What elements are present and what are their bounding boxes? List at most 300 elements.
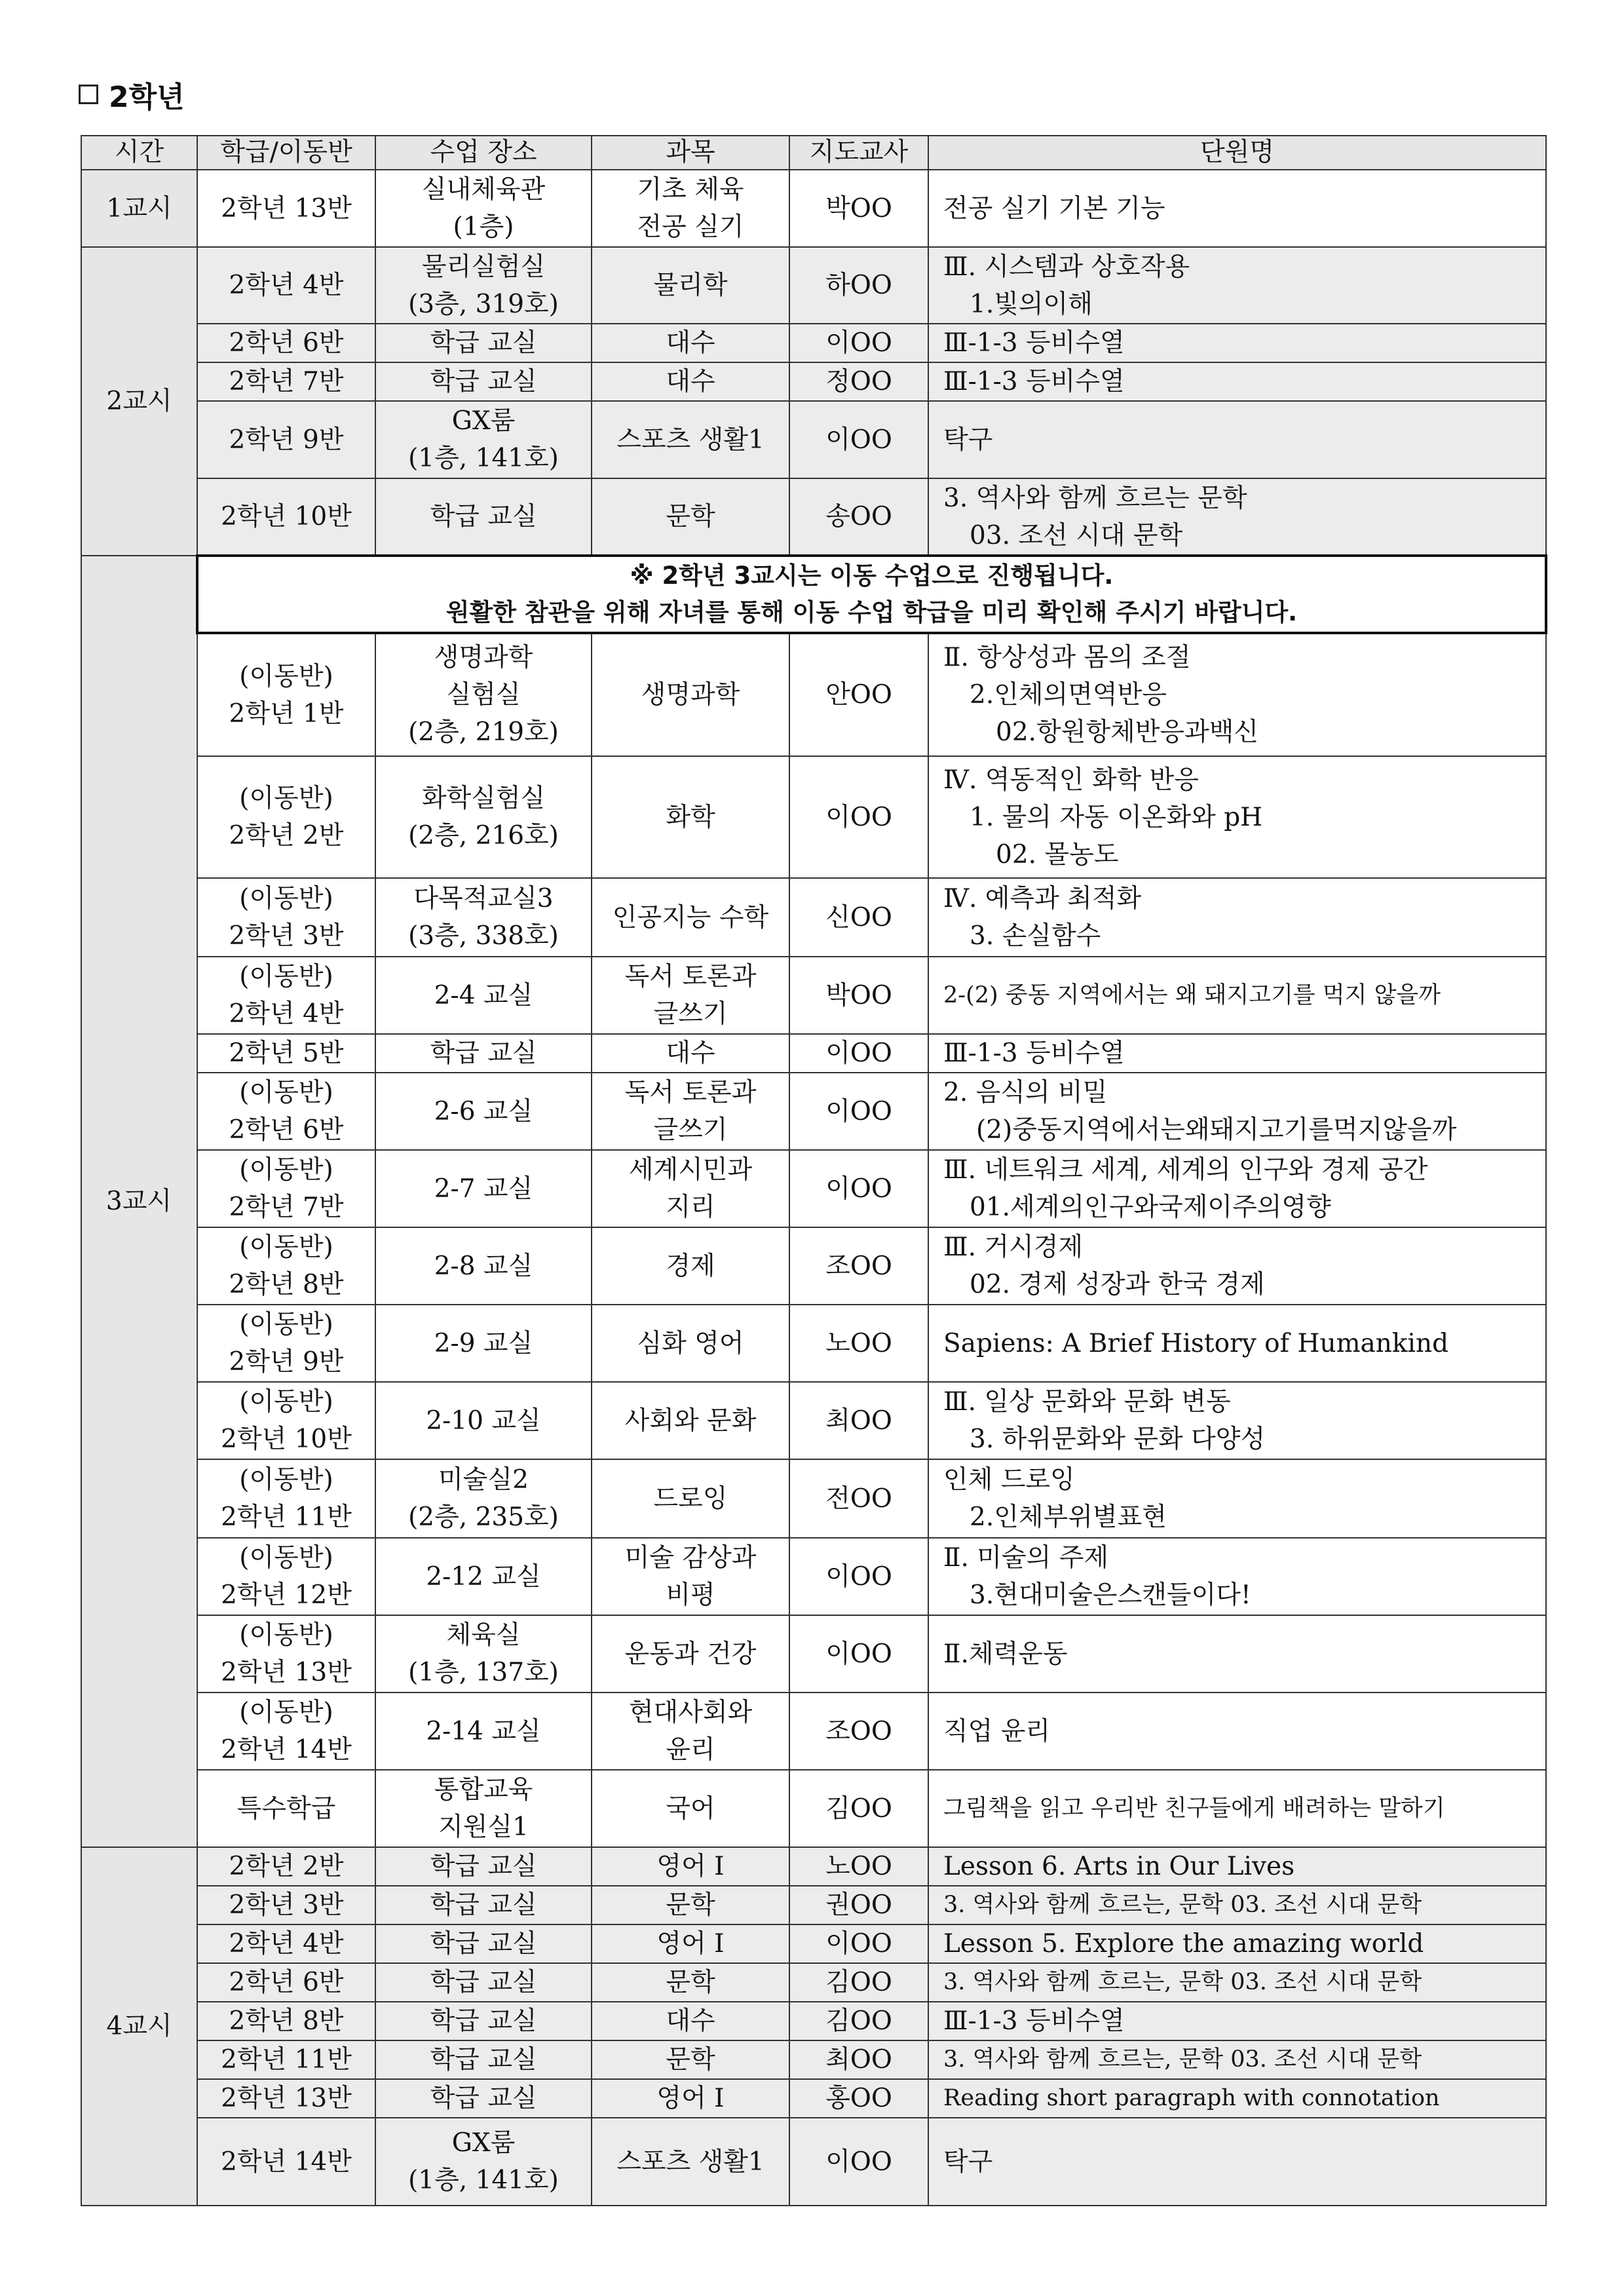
- cell-line: 전공 실기 기본 기능: [943, 193, 1165, 223]
- subject-cell: [592, 1305, 789, 1382]
- cell-line: Reading short paragraph with connotation: [943, 2085, 1440, 2111]
- table-row: [81, 1382, 1546, 1459]
- subject-cell: [592, 2040, 789, 2079]
- place-cell: [375, 1770, 592, 1847]
- cell-line: Lesson 5. Explore the amazing world: [943, 1929, 1424, 1959]
- cell-line: 학급 교실: [430, 1039, 537, 1068]
- teacher-cell: 정OO: [789, 362, 928, 401]
- header-cell: 단원명: [928, 136, 1546, 170]
- cell-line: 학급 교실: [430, 2006, 537, 2036]
- place-cell: [375, 1227, 592, 1305]
- cell-line: Sapiens: A Brief History of Humankind: [943, 1328, 1449, 1358]
- table-row: [81, 2002, 1546, 2040]
- cell-line: 현대사회와: [628, 1698, 753, 1727]
- unit-cell: [928, 1924, 1546, 1963]
- unit-cell: [928, 1459, 1546, 1538]
- table-row: [81, 1227, 1546, 1305]
- teacher-cell: 권OO: [789, 1886, 928, 1924]
- unit-cell: [928, 1615, 1546, 1693]
- cell-line: 대수: [666, 1039, 715, 1068]
- unit-cell: [928, 2040, 1546, 2079]
- class-cell: [197, 1693, 375, 1770]
- cell-line: 문학: [666, 502, 715, 531]
- cell-line: (2층, 216호): [408, 821, 559, 851]
- cell-line: 3. 역사와 함께 흐르는, 문학 03. 조선 시대 문학: [943, 2046, 1422, 2073]
- table-row: [81, 1305, 1546, 1382]
- cell-line: (이동반): [239, 1310, 333, 1339]
- cell-line: (1층, 141호): [408, 2166, 559, 2195]
- teacher-cell: 최OO: [789, 2040, 928, 2079]
- checkbox-square-icon: [79, 85, 98, 104]
- unit-cell: [928, 478, 1546, 556]
- place-cell: [375, 1886, 592, 1924]
- teacher-cell: 김OO: [789, 1770, 928, 1847]
- cell-line: 대수: [666, 367, 715, 396]
- cell-line: 2학년 8반: [229, 1270, 344, 1299]
- class-cell: [197, 1382, 375, 1459]
- cell-line: 2. 음식의 비밀: [943, 1078, 1108, 1107]
- place-cell: [375, 478, 592, 556]
- cell-line: 경제: [666, 1251, 715, 1281]
- class-cell: [197, 1227, 375, 1305]
- class-cell: [197, 1847, 375, 1886]
- unit-cell: [928, 957, 1546, 1034]
- cell-line: 2학년 12반: [221, 1580, 352, 1610]
- cell-line: 2-12 교실: [426, 1561, 541, 1592]
- subject-cell: [592, 2079, 789, 2118]
- unit-cell: [928, 1770, 1546, 1847]
- unit-cell: [928, 1150, 1546, 1227]
- place-cell: [375, 1847, 592, 1886]
- class-cell: [197, 756, 375, 878]
- cell-line: 2학년 13반: [221, 2084, 352, 2113]
- teacher-cell: 하OO: [789, 247, 928, 324]
- class-cell: [197, 401, 375, 478]
- cell-line: 탁구: [943, 2147, 993, 2177]
- cell-line: (2)중동지역에서는왜돼지고기를먹지않을까: [976, 1115, 1457, 1145]
- teacher-cell: 이OO: [789, 2118, 928, 2206]
- table-row: [81, 1847, 1546, 1886]
- subject-cell: [592, 247, 789, 324]
- teacher-cell: 이OO: [789, 401, 928, 478]
- cell-line: 화학실험실: [421, 784, 546, 813]
- cell-line: 2-7 교실: [434, 1174, 533, 1204]
- place-cell: [375, 1693, 592, 1770]
- place-cell: [375, 1073, 592, 1150]
- subject-cell: [592, 1073, 789, 1150]
- subject-cell: [592, 1227, 789, 1305]
- class-cell: [197, 2040, 375, 2079]
- cell-line: 03. 조선 시대 문학: [970, 520, 1183, 550]
- cell-line: (이동반): [239, 1543, 333, 1573]
- subject-cell: [592, 478, 789, 556]
- cell-line: 문학: [666, 2045, 715, 2075]
- table-row: [81, 1615, 1546, 1693]
- table-row: [81, 1034, 1546, 1073]
- cell-line: 직업 윤리: [943, 1716, 1051, 1746]
- unit-cell: [928, 170, 1546, 247]
- class-cell: [197, 1924, 375, 1963]
- cell-line: 2학년 2반: [229, 1852, 344, 1881]
- table-row: [81, 1886, 1546, 1924]
- table-row: [81, 401, 1546, 478]
- cell-line: (이동반): [239, 1078, 333, 1107]
- cell-line: Ⅲ. 네트워크 세계, 세계의 인구와 경제 공간: [943, 1155, 1428, 1185]
- class-cell: [197, 2002, 375, 2040]
- cell-line: 물리실험실: [421, 252, 546, 282]
- header-cell: 학급/이동반: [197, 136, 375, 170]
- place-cell: [375, 1538, 592, 1615]
- unit-cell: [928, 2002, 1546, 2040]
- table-row: [81, 756, 1546, 878]
- teacher-cell: 홍OO: [789, 2079, 928, 2118]
- cell-line: 2-4 교실: [434, 980, 533, 1010]
- cell-line: 생명과학: [434, 643, 533, 672]
- unit-cell: [928, 1073, 1546, 1150]
- cell-line: (이동반): [239, 784, 333, 813]
- period-cell: 2교시: [81, 247, 197, 556]
- cell-line: Ⅲ-1-3 등비수열: [943, 367, 1125, 396]
- cell-line: 2학년 7반: [229, 367, 344, 396]
- cell-line: 2학년 3반: [229, 921, 344, 951]
- place-cell: [375, 878, 592, 957]
- cell-line: 2-14 교실: [426, 1716, 541, 1746]
- cell-line: Ⅱ. 미술의 주제: [943, 1543, 1109, 1573]
- subject-cell: [592, 1847, 789, 1886]
- cell-line: 실험실: [446, 680, 521, 710]
- cell-line: 2학년 11반: [221, 1502, 352, 1532]
- class-cell: [197, 2079, 375, 2118]
- cell-line: 2학년 2반: [229, 821, 344, 851]
- unit-cell: [928, 756, 1546, 878]
- period-cell: 3교시: [81, 556, 197, 1847]
- unit-cell: [928, 362, 1546, 401]
- subject-cell: [592, 1770, 789, 1847]
- cell-line: (이동반): [239, 1155, 333, 1185]
- subject-cell: [592, 1459, 789, 1538]
- cell-line: 2학년 13반: [221, 193, 352, 223]
- cell-line: 지리: [666, 1193, 715, 1222]
- subject-cell: [592, 2118, 789, 2206]
- teacher-cell: 박OO: [789, 957, 928, 1034]
- cell-line: 화학: [666, 802, 715, 832]
- place-cell: [375, 247, 592, 324]
- cell-line: (3층, 338호): [408, 921, 559, 951]
- cell-line: (이동반): [239, 1465, 333, 1495]
- cell-line: 운동과 건강: [624, 1639, 757, 1669]
- cell-line: (이동반): [239, 1620, 333, 1650]
- cell-line: 글쓰기: [653, 1115, 728, 1145]
- cell-line: (이동반): [239, 1387, 333, 1417]
- table-row: [81, 556, 1546, 633]
- place-cell: [375, 1034, 592, 1073]
- cell-line: 2.인체의면역반응: [970, 680, 1167, 710]
- cell-line: Ⅳ. 예측과 최적화: [943, 884, 1142, 913]
- cell-line: 01.세계의인구와국제이주의영향: [970, 1193, 1331, 1222]
- cell-line: (1층, 137호): [408, 1658, 559, 1687]
- teacher-cell: 송OO: [789, 478, 928, 556]
- cell-line: 대수: [666, 328, 715, 358]
- table-row: [81, 2118, 1546, 2206]
- teacher-cell: 이OO: [789, 1034, 928, 1073]
- unit-cell: [928, 1382, 1546, 1459]
- cell-line: Ⅱ.체력운동: [943, 1639, 1068, 1669]
- place-cell: [375, 2118, 592, 2206]
- unit-cell: [928, 1693, 1546, 1770]
- subject-cell: [592, 756, 789, 878]
- cell-line: 2학년 7반: [229, 1193, 344, 1222]
- cell-line: (2층, 219호): [408, 718, 559, 747]
- place-cell: [375, 633, 592, 756]
- table-row: [81, 878, 1546, 957]
- teacher-cell: 노OO: [789, 1847, 928, 1886]
- cell-line: Ⅳ. 역동적인 화학 반응: [943, 765, 1199, 795]
- cell-line: 2학년 6반: [229, 1115, 344, 1145]
- period-cell: 1교시: [81, 170, 197, 247]
- cell-line: 2학년 1반: [229, 698, 344, 729]
- table-row: [81, 1693, 1546, 1770]
- unit-cell: [928, 2118, 1546, 2206]
- cell-line: 2.인체부위별표현: [970, 1502, 1167, 1532]
- cell-line: 대수: [666, 2006, 715, 2036]
- subject-cell: [592, 1150, 789, 1227]
- cell-line: 다목적교실3: [413, 884, 554, 913]
- subject-cell: [592, 1924, 789, 1963]
- cell-line: 미술 감상과: [624, 1543, 757, 1573]
- teacher-cell: 신OO: [789, 878, 928, 957]
- table-row: [81, 1963, 1546, 2002]
- table-row: [81, 2079, 1546, 2118]
- cell-line: 학급 교실: [430, 2084, 537, 2113]
- place-cell: [375, 1459, 592, 1538]
- cell-line: 2-10 교실: [426, 1406, 541, 1436]
- teacher-cell: 조OO: [789, 1693, 928, 1770]
- cell-line: GX룸: [451, 406, 516, 436]
- class-cell: [197, 1615, 375, 1693]
- table-row: [81, 1459, 1546, 1538]
- cell-line: 스포츠 생활1: [616, 2147, 765, 2177]
- teacher-cell: 이OO: [789, 756, 928, 878]
- class-cell: [197, 324, 375, 362]
- teacher-cell: 이OO: [789, 324, 928, 362]
- class-cell: [197, 170, 375, 247]
- place-cell: [375, 1150, 592, 1227]
- cell-line: 2학년 10반: [221, 502, 352, 531]
- notice-line: 원활한 참관을 위해 자녀를 통해 이동 수업 학급을 미리 확인해 주시기 바랍니다.: [445, 598, 1298, 626]
- subject-cell: [592, 324, 789, 362]
- place-cell: [375, 2002, 592, 2040]
- cell-line: 드로잉: [653, 1483, 728, 1514]
- subject-cell: [592, 878, 789, 957]
- cell-line: 학급 교실: [430, 1890, 537, 1920]
- header-cell: 시간: [81, 136, 197, 170]
- table-row: [81, 1538, 1546, 1615]
- cell-line: 1.빛의이해: [970, 289, 1093, 319]
- class-cell: [197, 478, 375, 556]
- cell-line: 기초 체육: [637, 175, 744, 204]
- place-cell: [375, 2079, 592, 2118]
- unit-cell: [928, 633, 1546, 756]
- unit-cell: [928, 1886, 1546, 1924]
- class-cell: [197, 1538, 375, 1615]
- cell-line: Ⅱ. 항상성과 몸의 조절: [943, 643, 1191, 672]
- class-cell: [197, 1770, 375, 1847]
- subject-cell: [592, 1963, 789, 2002]
- cell-line: 2학년 13반: [221, 1658, 352, 1687]
- cell-line: 2학년 4반: [229, 1929, 344, 1959]
- teacher-cell: 전OO: [789, 1459, 928, 1538]
- table-row: [81, 247, 1546, 324]
- cell-line: 탁구: [943, 425, 993, 455]
- cell-line: Lesson 6. Arts in Our Lives: [943, 1852, 1295, 1881]
- class-cell: [197, 1963, 375, 2002]
- unit-cell: [928, 1305, 1546, 1382]
- section-title: 2학년: [109, 81, 185, 114]
- cell-line: 학급 교실: [430, 367, 537, 396]
- cell-line: 02. 몰농도: [996, 839, 1119, 870]
- teacher-cell: 이OO: [789, 1538, 928, 1615]
- cell-line: Ⅲ-1-3 등비수열: [943, 328, 1125, 358]
- schedule-body: [81, 170, 1546, 2206]
- place-cell: [375, 1615, 592, 1693]
- table-row: [81, 324, 1546, 362]
- cell-line: 3. 역사와 함께 흐르는, 문학 03. 조선 시대 문학: [943, 1969, 1422, 1995]
- cell-line: 영어 I: [656, 2084, 725, 2113]
- class-cell: [197, 2118, 375, 2206]
- cell-line: 문학: [666, 1968, 715, 1997]
- place-cell: [375, 401, 592, 478]
- teacher-cell: 이OO: [789, 1615, 928, 1693]
- cell-line: (이동반): [239, 1233, 333, 1262]
- period-cell: 4교시: [81, 1847, 197, 2206]
- cell-line: 미술실2: [438, 1465, 529, 1495]
- cell-line: 02.항원항체반응과백신: [996, 718, 1259, 747]
- cell-line: 학급 교실: [430, 502, 537, 531]
- cell-line: 글쓰기: [653, 999, 728, 1029]
- subject-cell: [592, 1886, 789, 1924]
- cell-line: 3. 역사와 함께 흐르는 문학: [943, 483, 1247, 513]
- cell-line: 독서 토론과: [624, 962, 757, 991]
- section-heading: [79, 73, 185, 115]
- cell-line: 2학년 5반: [229, 1039, 344, 1068]
- cell-line: (이동반): [239, 962, 333, 991]
- cell-line: 3.현대미술은스캔들이다!: [970, 1580, 1251, 1610]
- class-cell: [197, 1886, 375, 1924]
- table-row: [81, 1073, 1546, 1150]
- unit-cell: [928, 2079, 1546, 2118]
- cell-line: 1. 물의 자동 이온화와 pH: [970, 802, 1263, 832]
- place-cell: [375, 1924, 592, 1963]
- subject-cell: [592, 1538, 789, 1615]
- cell-line: 윤리: [666, 1735, 715, 1765]
- cell-line: 영어 I: [656, 1852, 725, 1881]
- table-row: [81, 362, 1546, 401]
- subject-cell: [592, 2002, 789, 2040]
- class-cell: [197, 1150, 375, 1227]
- cell-line: 2학년 3반: [229, 1890, 344, 1920]
- table-row: [81, 170, 1546, 247]
- cell-line: 02. 경제 성장과 한국 경제: [970, 1270, 1265, 1299]
- schedule-table: [81, 135, 1547, 2206]
- cell-line: 지원실1: [438, 1812, 529, 1842]
- teacher-cell: 박OO: [789, 170, 928, 247]
- notice-banner: [197, 556, 1546, 633]
- cell-line: GX룸: [451, 2128, 516, 2158]
- cell-line: 물리학: [653, 271, 728, 300]
- cell-line: 2학년 4반: [229, 999, 344, 1029]
- cell-line: 비평: [666, 1580, 715, 1610]
- cell-line: 국어: [666, 1793, 715, 1824]
- cell-line: Ⅲ. 일상 문화와 문화 변동: [943, 1387, 1231, 1417]
- subject-cell: [592, 1615, 789, 1693]
- subject-cell: [592, 1693, 789, 1770]
- cell-line: (1층, 141호): [408, 444, 559, 473]
- cell-line: 학급 교실: [430, 328, 537, 358]
- table-row: [81, 1924, 1546, 1963]
- cell-line: (2층, 235호): [408, 1502, 559, 1532]
- cell-line: 영어 I: [656, 1929, 725, 1959]
- cell-line: 2-9 교실: [434, 1328, 533, 1358]
- subject-cell: [592, 1382, 789, 1459]
- cell-line: 2학년 9반: [229, 1347, 344, 1377]
- teacher-cell: 이OO: [789, 1150, 928, 1227]
- cell-line: 2-8 교실: [434, 1251, 533, 1281]
- teacher-cell: 김OO: [789, 1963, 928, 2002]
- cell-line: 학급 교실: [430, 1968, 537, 1997]
- unit-cell: [928, 324, 1546, 362]
- notice-line: ※ 2학년 3교시는 이동 수업으로 진행됩니다.: [630, 562, 1114, 590]
- cell-line: 2학년 14반: [221, 1735, 352, 1765]
- cell-line: 3. 손실함수: [970, 921, 1101, 951]
- subject-cell: [592, 1034, 789, 1073]
- cell-line: Ⅲ. 거시경제: [943, 1233, 1084, 1262]
- place-cell: [375, 324, 592, 362]
- cell-line: 실내체육관: [421, 175, 546, 204]
- unit-cell: [928, 401, 1546, 478]
- cell-line: 학급 교실: [430, 1929, 537, 1959]
- class-cell: [197, 1459, 375, 1538]
- place-cell: [375, 1305, 592, 1382]
- cell-line: 스포츠 생활1: [616, 425, 765, 455]
- cell-line: 체육실: [446, 1620, 521, 1650]
- cell-line: 2학년 10반: [221, 1425, 352, 1454]
- table-row: [81, 478, 1546, 556]
- cell-line: 3. 하위문화와 문화 다양성: [970, 1425, 1266, 1454]
- unit-cell: [928, 1034, 1546, 1073]
- cell-line: (3층, 319호): [408, 289, 559, 319]
- class-cell: [197, 957, 375, 1034]
- unit-cell: [928, 1847, 1546, 1886]
- cell-line: 독서 토론과: [624, 1078, 757, 1107]
- class-cell: [197, 633, 375, 756]
- cell-line: 전공 실기: [637, 212, 744, 242]
- cell-line: 2학년 11반: [221, 2045, 352, 2075]
- table-row: [81, 1150, 1546, 1227]
- teacher-cell: 노OO: [789, 1305, 928, 1382]
- cell-line: 그림책을 읽고 우리반 친구들에게 배려하는 말하기: [943, 1795, 1445, 1822]
- cell-line: (1층): [453, 212, 514, 242]
- table-row: [81, 633, 1546, 756]
- cell-line: 학급 교실: [430, 2045, 537, 2075]
- cell-line: (이동반): [239, 1698, 333, 1727]
- cell-line: (이동반): [239, 661, 333, 691]
- place-cell: [375, 362, 592, 401]
- cell-line: 문학: [666, 1890, 715, 1920]
- header-row: [81, 136, 1546, 170]
- table-row: [81, 957, 1546, 1034]
- cell-line: Ⅲ-1-3 등비수열: [943, 2006, 1125, 2036]
- place-cell: [375, 2040, 592, 2079]
